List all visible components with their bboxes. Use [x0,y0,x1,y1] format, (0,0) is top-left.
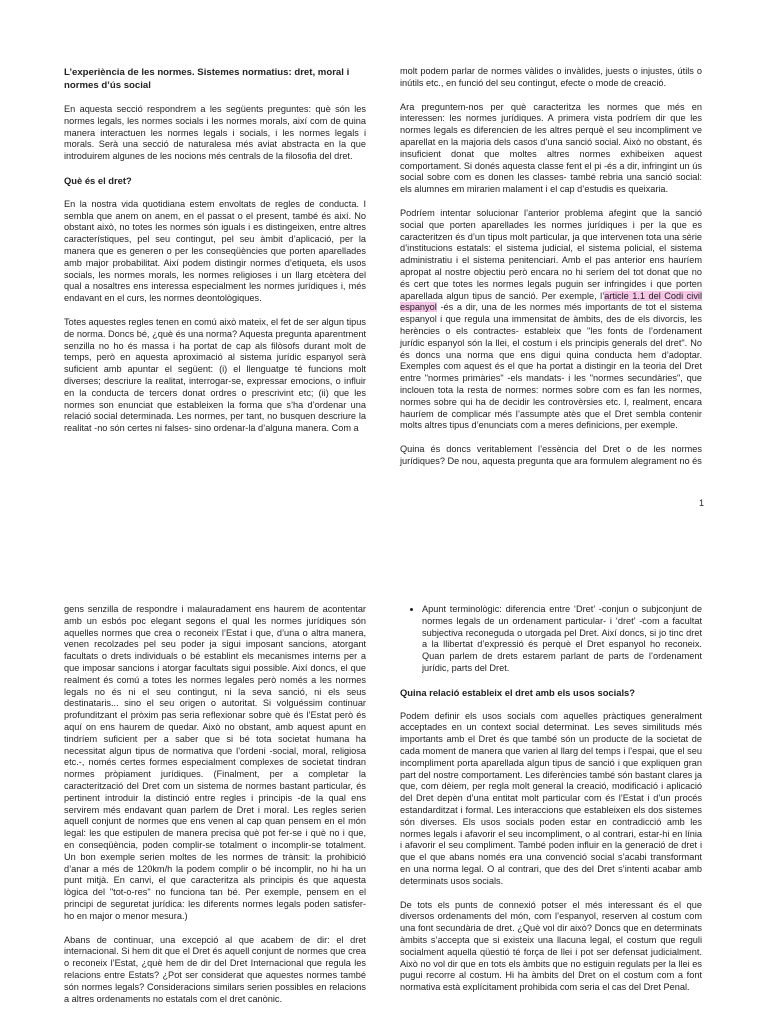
document-title: L’experiència de les normes. Sistemes normatius: dret, moral i normes d’ús social [64,67,350,91]
intro-paragraph: En aquesta secció respondrem a les següents preguntes: què són les normes legals, les normes socials i les normes morals, així com de quina manera interactuen les normes legals i socials, i les normes legals i morals. Serà una secció de naturalesa més aviat abstracta en la que introduirem algunes de les nocions més centrals de la filosofia del dret. [64,104,366,162]
page-number: 1 [698,498,704,508]
page1-right-column [400,66,702,480]
paragraph: molt podem parlar de normes vàlides o invàlides, juests o injustes, útils o inútils etc., en funció del seu contingut, efecte o mode de creació. [400,66,702,88]
list-item: • Apunt terminològic: diferencia entre ‘Dret’ -conjun o subjconjunt de normes legals de un ordenament particular- i ‘dret’ -com a facultat subjectiva reconeguda o utorgada pel Dret. Així doncs, si jo tinc dret a la llibertat d’expressió és perquè el Dret espanyol ho reconeix. Quan parlem de drets estarem parlant de parts de l’ordenament jurídic, parts del Dret. [422,604,702,675]
highlighted-citation[interactable]: article 1.1 del Codi civil espanyol [400,290,702,313]
paragraph: Podem definir els usos socials com aquelles pràctiques generalment acceptades en un context social determinat. Les seves similituds més importants amb el Dret és que també són un producte de la societat de cada moment de manera que varien al llarg del temps i l’espai, que el seu incompliment porta aparellada algun tipus de sanció i que expliquen gran part del nostre comportament. Les diferències també són bastant clares ja que, com dèiem, per regla molt general la creació, modificació i aplicació del Dret depèn d’una entitat molt particular com és l’Estat i d’un procés estandarditzat i formal. Les interaccions que estableixen els dos sistemes són diverses. Els usos socials poden estar en contradicció amb les normes legals i afavorir el seu incompliment, o al contrari, estar-hi en línia i afavorir el seu compliment. També poden influir en la generació de dret i que el que abans només era una convenció social s’acabi transformant en una norma legal. O al contrari, que des del Dret s’intenti acabar amb determinats usos socials. [400,710,702,886]
paragraph: En la nostra vida quotidiana estem envoltats de regles de conducta. I sembla que anem on anem, en el passat o el present, també és així. No obstant això, no totes les normes són iguals i es distingeixen, entre altres característiques, pel seu contingut, pel seu àmbit d’aplicació, per la manera que es generen o per les conseqüències que porten aparellades amb major probabilitat. Així podem distingir normes d’etiqueta, els usos socials, les normes morals, les normes religioses i un llarg etcètera del qual a nosaltres ens interessa especialment les normes jurídiques i, més endavant en el curs, les normes deontològiques. [64,198,366,304]
page2-right-column [400,604,702,1006]
paragraph: gens senzilla de respondre i malauradament ens haurem de acontentar amb un esbós poc elegant segons el qual les normes jurídiques són aquelles normes que crea o reconeix l’Estat i que, d’una o altra manera, venen recolzades pel seu poder ja sigui imposant sancions, atorgant facultats o drets individuals o bé establint els mecanismes interns per a que imposar sancions i atorgar facultats sigui possible. Així doncs, el que realment és comú a totes les normes legales però només a les normes legals no és ni el seu contingut, ni la seva sanció, ni els seus destinataris... sino el seu origen o autoritat. Si volguéssim continuar profunditzant el pròxim pas seria reflexionar sobre què és l’Estat però és aquí on ens haurem de quedar. Això no obstant, amb aquest apunt en tindríem suficient per a saber que si bé tota societat humana ha necessitat algun tipus de normativa que l’ordeni -social, moral, religiosa etc.-, només certes formes especialment complexes de societat tindran normes pròpiament jurídiques. (Finalment, per a completar la caracterització del Dret com un sistema de normes bastant particular, és pertinent introduir la distinció entre regles i principis -de la qual ens servirem més endavant quan parlem de Dret i moral. Les regles serien aquell conjunt de normes que ens venen al cap quan pensem en el món legal: les que estipulen de manera precisa què pot fer-se i què no i que, en conseqüència, poden complir-se totalment o incomplir-se totalment. Un bon exemple serien moltes de les normes de trànsit: la prohibició d’anar a més de 120km/h la podem complir o bé incomplir, no hi ha un punt mitjà. En canvi, el que caracteritza als principis és que aquesta lògica del "tot-o-res" no funciona tan bé. Per exemple, pensem en el principi de seguretat jurídica: les diferents normes legals poden satisfer-ho en major o menor mesura.) [64,604,366,921]
paragraph [400,208,702,432]
paragraph: Quina és doncs veritablement l’essència del Dret o de les normes jurídiques? De nou, aquesta pregunta que ara formulem alegrament no és [400,444,702,466]
paragraph: Abans de continuar, una excepció al que acabem de dir: el dret internacional. Si hem dit que el Dret és aquell conjunt de normes que crea o reconeix l’Estat, ¿què hem de dir del Dret Internacional que regula les relacions entre Estats? ¿Pot ser considerat que aquestes normes també són normes legals? Consideracions similars serien possibles en relacions a altres ordenaments no estatals com el dret canònic. [64,934,366,1004]
paragraph-text: Podríem intentar solucionar l’anterior problema afegint que la sanció social que porten aparellades les normes jurídiques i per la que es caracteritzen és d’un tipus molt particular, ja que intervenen tota una sèrie d’institucions estatals: el sistema judicial, el sistema policial, el sistema administratiu i el sistema penitenciari. Amb el pas anterior ens hauríem apropat al nostre objectiu però encara no hi seríem del tot donat que no és cert que totes les normes legals puguin ser infringides i que porten aparellada algun tipus de sanció. Per exemple, l’ [400,207,702,301]
section-heading-what-is-law: Què és el dret? [64,174,132,186]
paragraph-text: -és a dir, una de les normes més importants de tot el sistema espanyol i que regula una immensitat de àmbits, des de els divorcis, les herències o els contractes- estableix que "les fonts de l’ordenament jurídic espanyol són la llei, el costum i els principis generals del dret". No és doncs una norma que ens digui quina conducta hem d’adoptar. Exemples com aquest és el que ha portat a distingir en la teoria del Dret entre "normes primàries" -els mandats- i les "normes secundàries", que inclouen tota la resta de normes: normes sobre com es fan les normes, normes sobre qui ha de decidir les controvèrsies etc. I, realment, encara hauríem de complicar més l’assumpte atès que el Dret sembla contenir molts altres tipus d’enunciats com a meres definicions, per exemple. [400,302,702,431]
page2-left-column [64,604,366,1017]
section-heading-social-uses: Quina relació estableix el dret amb els usos socials? [400,686,635,698]
page1-left-column [64,66,366,447]
paragraph: Ara preguntem-nos per què caracteritza les normes que més en interessen: les normes jurídiques. A primera vista podríem dir que les normes legals es diferencien de les altres perquè el seu incompliment ve aparellat en la majoria dels casos d’una sanció social. Això no obstant, és insuficient donat que moltes altres normes exhibeixen aquest comportament. Si donés aquesta classe fent el pi -és a dir, infringint un ús social sobre com es donen les classes- també rebria una sanció social: els alumnes em mirarien malament i el cap d’estudis es queixaria. [400,101,702,195]
paragraph: Totes aquestes regles tenen en comú això mateix, el fet de ser algun tipus de norma. Doncs bé, ¿què és una norma? Aquesta pregunta aparentment senzilla no ho és massa i ha portat de cap als filòsofs durant molt de temps, però en aquesta aproximació al sistema jurídic espanyol serà suficient amb apuntar el següent: (i) el llenguatge té funcions molt diverses; descriure la realitat, interrogar-se, expressar emocions, o influir en la conducta de tercers donat ordres o prescrivint etc; (ii) que les normes son enunciat que estableixen la forma que s’ha d’ordenar una relació social determinada. Les normes, per tant, no busquen descriure la realitat -no són certes ni falses- sino ordenar-la d’alguna manera. Com a [64,316,366,434]
terminology-note-list [400,604,702,675]
paragraph: De tots els punts de connexió potser el més interessant és el que diversos ordenaments del món, com l’espanyol, reserven al costum com una font secundària de dret. ¿Què vol dir això? Doncs que en determinats àmbits s’accepta que si existeix una llacuna legal, el costum que reguli socialment aquella qüestió té força de llei i pot ser defensat judicialment. Això no vol dir que en tots els àmbits que no estiguin regulats per la llei es pugui recorre al costum. Hi ha àmbits del Dret on el costum com a font normativa està explícitament prohibida com seria el cas del Dret Penal. [400,899,702,993]
